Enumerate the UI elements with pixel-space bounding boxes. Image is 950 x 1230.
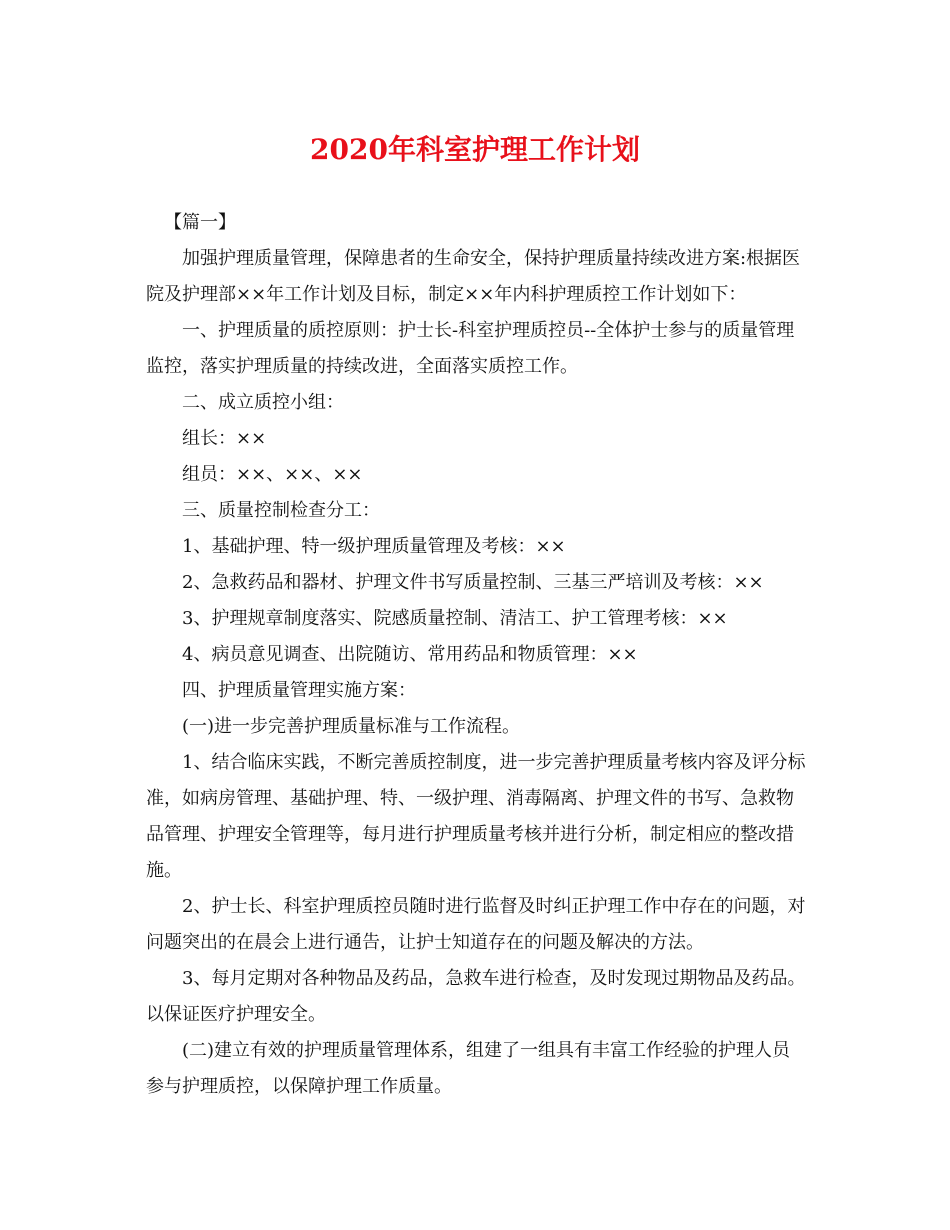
paragraph: 四、护理质量管理实施方案： bbox=[182, 680, 416, 701]
paragraph: 二、成立质控小组： bbox=[182, 392, 344, 413]
paragraph: 3、每月定期对各种物品及药品，急救车进行检查，及时发现过期物品及药品。以保证医疗护理安全。 bbox=[146, 968, 806, 1025]
paragraph: 加强护理质量管理，保障患者的生命安全，保持护理质量持续改进方案:根据医院及护理部××年工作计划及目标，制定××年内科护理质控工作计划如下： bbox=[146, 248, 801, 305]
paragraph: 4、病员意见调查、出院随访、常用药品和物质管理：×× bbox=[182, 644, 638, 665]
document-body bbox=[146, 205, 806, 1105]
page-title: 2020年科室护理工作计划 bbox=[310, 133, 640, 166]
paragraph: 组员：××、××、×× bbox=[182, 464, 363, 485]
paragraph: 一、护理质量的质控原则：护士长-科室护理质控员--全体护士参与的质量管理监控，落实护理质量的持续改进，全面落实质控工作。 bbox=[146, 320, 795, 377]
section-label: 【篇一】 bbox=[164, 212, 236, 233]
paragraph: 1、基础护理、特一级护理质量管理及考核：×× bbox=[182, 536, 566, 557]
paragraph: (一)进一步完善护理质量标准与工作流程。 bbox=[182, 716, 521, 737]
paragraph: 3、护理规章制度落实、院感质量控制、清洁工、护工管理考核：×× bbox=[182, 608, 728, 629]
paragraph: 2、急救药品和器材、护理文件书写质量控制、三基三严培训及考核：×× bbox=[182, 572, 764, 593]
paragraph: 三、质量控制检查分工： bbox=[182, 500, 380, 521]
paragraph: 组长：×× bbox=[182, 428, 267, 449]
paragraph: 2、护士长、科室护理质控员随时进行监督及时纠正护理工作中存在的问题，对问题突出的在晨会上进行通告，让护士知道存在的问题及解决的方法。 bbox=[146, 896, 806, 953]
paragraph: 1、结合临床实践，不断完善质控制度，进一步完善护理质量考核内容及评分标准，如病房管理、基础护理、特、一级护理、消毒隔离、护理文件的书写、急救物品管理、护理安全管理等，每月进行护理质量考核并进行分析，制定相应的整改措施。 bbox=[146, 752, 806, 881]
paragraph: (二)建立有效的护理质量管理体系，组建了一组具有丰富工作经验的护理人员参与护理质控，以保障护理工作质量。 bbox=[146, 1040, 791, 1097]
